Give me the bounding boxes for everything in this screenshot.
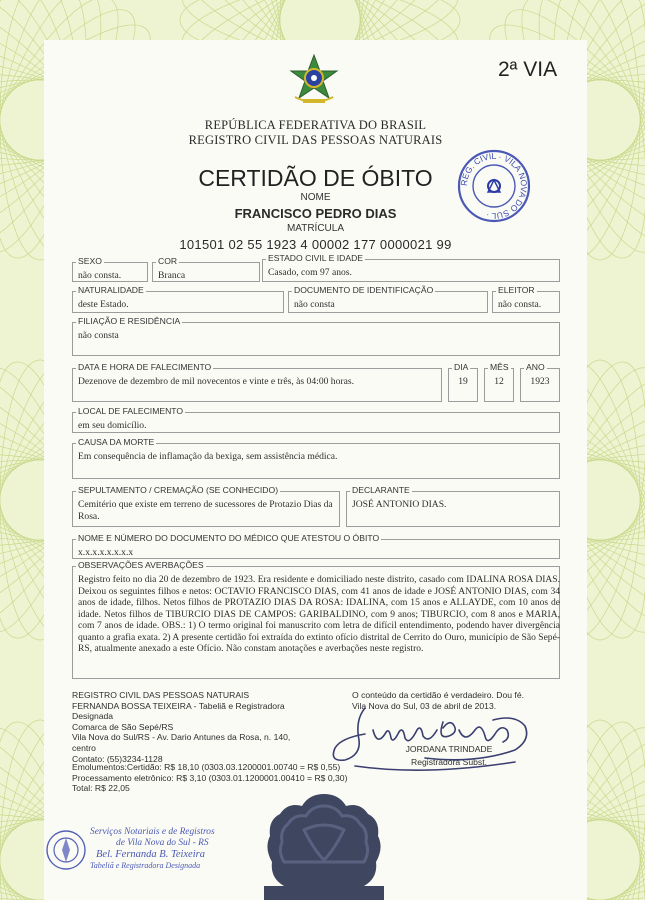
field-filiacao: FILIAÇÃO E RESIDÊNCIA não consta (72, 322, 560, 356)
sexo-value: não consta. (78, 270, 122, 281)
field-sexo: SEXO não consta. (72, 262, 148, 282)
notary-stamp-line: Tabeliã e Registradora Designada (90, 861, 201, 870)
field-documento: DOCUMENTO DE IDENTIFICAÇÃO não consta (288, 291, 488, 313)
registry-line: REGISTRO CIVIL DAS PESSOAS NATURAIS (72, 690, 250, 700)
coat-of-arms-icon (289, 53, 339, 105)
declarante-value: JOSÉ ANTONIO DIAS. (352, 499, 447, 510)
handwritten-signature (325, 700, 535, 780)
mes-value: 12 (494, 376, 504, 387)
matricula-label: MATRÍCULA (286, 223, 345, 234)
field-estado-civil: ESTADO CIVIL E IDADE Casado, com 97 anos. (262, 259, 560, 282)
second-copy-mark: 2ª VIA (498, 58, 558, 81)
field-declarante: DECLARANTE JOSÉ ANTONIO DIAS. (346, 491, 560, 527)
registry-line: Vila Nova do Sul/RS - Av. Dario Antunes da Rosa, n. 140, (72, 732, 291, 743)
document-title: CERTIDÃO DE ÓBITO (198, 165, 433, 191)
field-sepultamento: SEPULTAMENTO / CREMAÇÃO (SE CONHECIDO) Cemitério que existe em terreno de sucessores de Protazio Dias da Rosa. (72, 491, 340, 527)
registry-line: Comarca de São Sepé/RS (72, 721, 174, 732)
medico-value: x.x.x.x.x.x.x.x (78, 547, 134, 558)
attestation-line: O conteúdo da certidão é verdadeiro. Dou fé. (352, 690, 524, 700)
registry-info (72, 690, 347, 794)
signer-name: JORDANA TRINDADE (405, 744, 493, 754)
field-eleitor: ELEITOR não consta. (492, 291, 560, 313)
data-hora-value: Dezenove de dezembro de mil novecentos e vinte e três, às 04:00 horas. (78, 376, 354, 387)
registry-line: Emolumentos:Certidão: R$ 18,10 (0303.03.1200001.00740 = R$ 0,55) (72, 762, 341, 773)
registry-line: FERNANDA BOSSA TEIXEIRA - Tabeliã e Registradora (72, 700, 285, 711)
field-observacoes: OBSERVAÇÕES AVERBAÇÕES (72, 566, 560, 679)
notary-stamp-line: Serviços Notariais e de Registros (90, 827, 215, 837)
eleitor-value: não consta. (498, 299, 542, 310)
dark-seal (264, 790, 384, 900)
field-cor: COR Branca (152, 262, 260, 282)
causa-value: Em consequência de inflamação da bexiga, sem assistência médica. (78, 451, 338, 462)
civil-registry-stamp (456, 148, 532, 224)
registry-line: Designada (72, 711, 114, 722)
dia-value: 19 (458, 376, 468, 387)
header-registry: REGISTRO CIVIL DAS PESSOAS NATURAIS (188, 133, 443, 147)
stamp-text: REG. CIVIL · VILA NOVA DO SUL · (458, 150, 530, 222)
sepultamento-value: Cemitério que existe em terreno de sucessores de Protazio Dias da Rosa. (78, 499, 333, 522)
local-value: em seu domicílio. (78, 420, 147, 431)
registry-line: Contato: (55)3234-1128 (72, 753, 163, 764)
field-medico: NOME E NÚMERO DO DOCUMENTO DO MÉDICO QUE ATESTOU O ÓBITO x.x.x.x.x.x.x.x (72, 539, 560, 559)
field-dia: DIA 19 (448, 368, 478, 402)
observacoes-text: Registro feito no dia 20 de dezembro de 1923. Era residente e domiciliado neste distrito, casado com IDALINA ROSA DIAS. Deixou os seguintes filhos e netos: OCTAVIO FRANCISCO DIAS, com 41 anos de idade e JOSÉ ANTONIO DIAS, com 34 anos de idade, filhos. Netos filhos de PROTAZIO DIAS DA ROSA: IDALINA, com 15 anos e ALLAYDE, com 10 anos de idade. Netos filhos de TIBURCIO DIAS DE CAMPOS: GARIBALDINO, com 9 anos; TIBURCIO, com 8 anos e MARIA, com 7 anos de idade. OBS.: 1) O termo original foi manuscrito com letra de difícil entendimento, podendo haver divergência quanto a grafia exata. 2) A presente certidão foi extraída do extinto ofício distrital de Cerrito do Ouro, município de São Sepé-RS, atualmente anexado a este Ofício. Não constam anotações e averbações neste registro. (78, 574, 560, 654)
field-naturalidade: NATURALIDADE deste Estado. (72, 291, 284, 313)
ano-value: 1923 (530, 376, 550, 387)
documento-value: não consta (294, 299, 335, 310)
notary-stamp-line: Bel. Fernanda B. Teixeira (96, 849, 205, 860)
cor-value: Branca (158, 270, 186, 281)
registry-line: Total: R$ 22,05 (72, 783, 130, 794)
field-ano: ANO 1923 (520, 368, 560, 402)
field-mes: MÊS 12 (484, 368, 514, 402)
attestation-date: Vila Nova do Sul, 03 de abril de 2013. (352, 700, 497, 711)
filiacao-value: não consta (78, 330, 119, 341)
matricula-number: 101501 02 55 1923 4 00002 177 0000021 99 (179, 237, 452, 252)
field-causa: CAUSA DA MORTE Em consequência de inflamação da bexiga, sem assistência médica. (72, 443, 560, 479)
registry-line: Processamento eletrônico: R$ 3,10 (0303.01.1200001.00410 = R$ 0,30) (72, 772, 348, 783)
header-republic: REPÚBLICA FEDERATIVA DO BRASIL (204, 118, 427, 132)
signer-role: Registradora Subst. (411, 756, 487, 767)
estado-civil-value: Casado, com 97 anos. (268, 267, 352, 278)
deceased-name: FRANCISCO PEDRO DIAS (234, 206, 397, 221)
registry-line: centro (72, 742, 96, 753)
notary-stamp-line: de Vila Nova do Sul - RS (116, 838, 209, 848)
notary-stamp (90, 827, 215, 871)
name-label: NOME (300, 192, 331, 203)
field-local: LOCAL DE FALECIMENTO em seu domicílio. (72, 412, 560, 433)
naturalidade-value: deste Estado. (78, 299, 129, 310)
notary-emblem-icon (44, 826, 88, 876)
field-data-hora: DATA E HORA DE FALECIMENTO Dezenove de dezembro de mil novecentos e vinte e três, às 04:00 horas. (72, 368, 442, 402)
